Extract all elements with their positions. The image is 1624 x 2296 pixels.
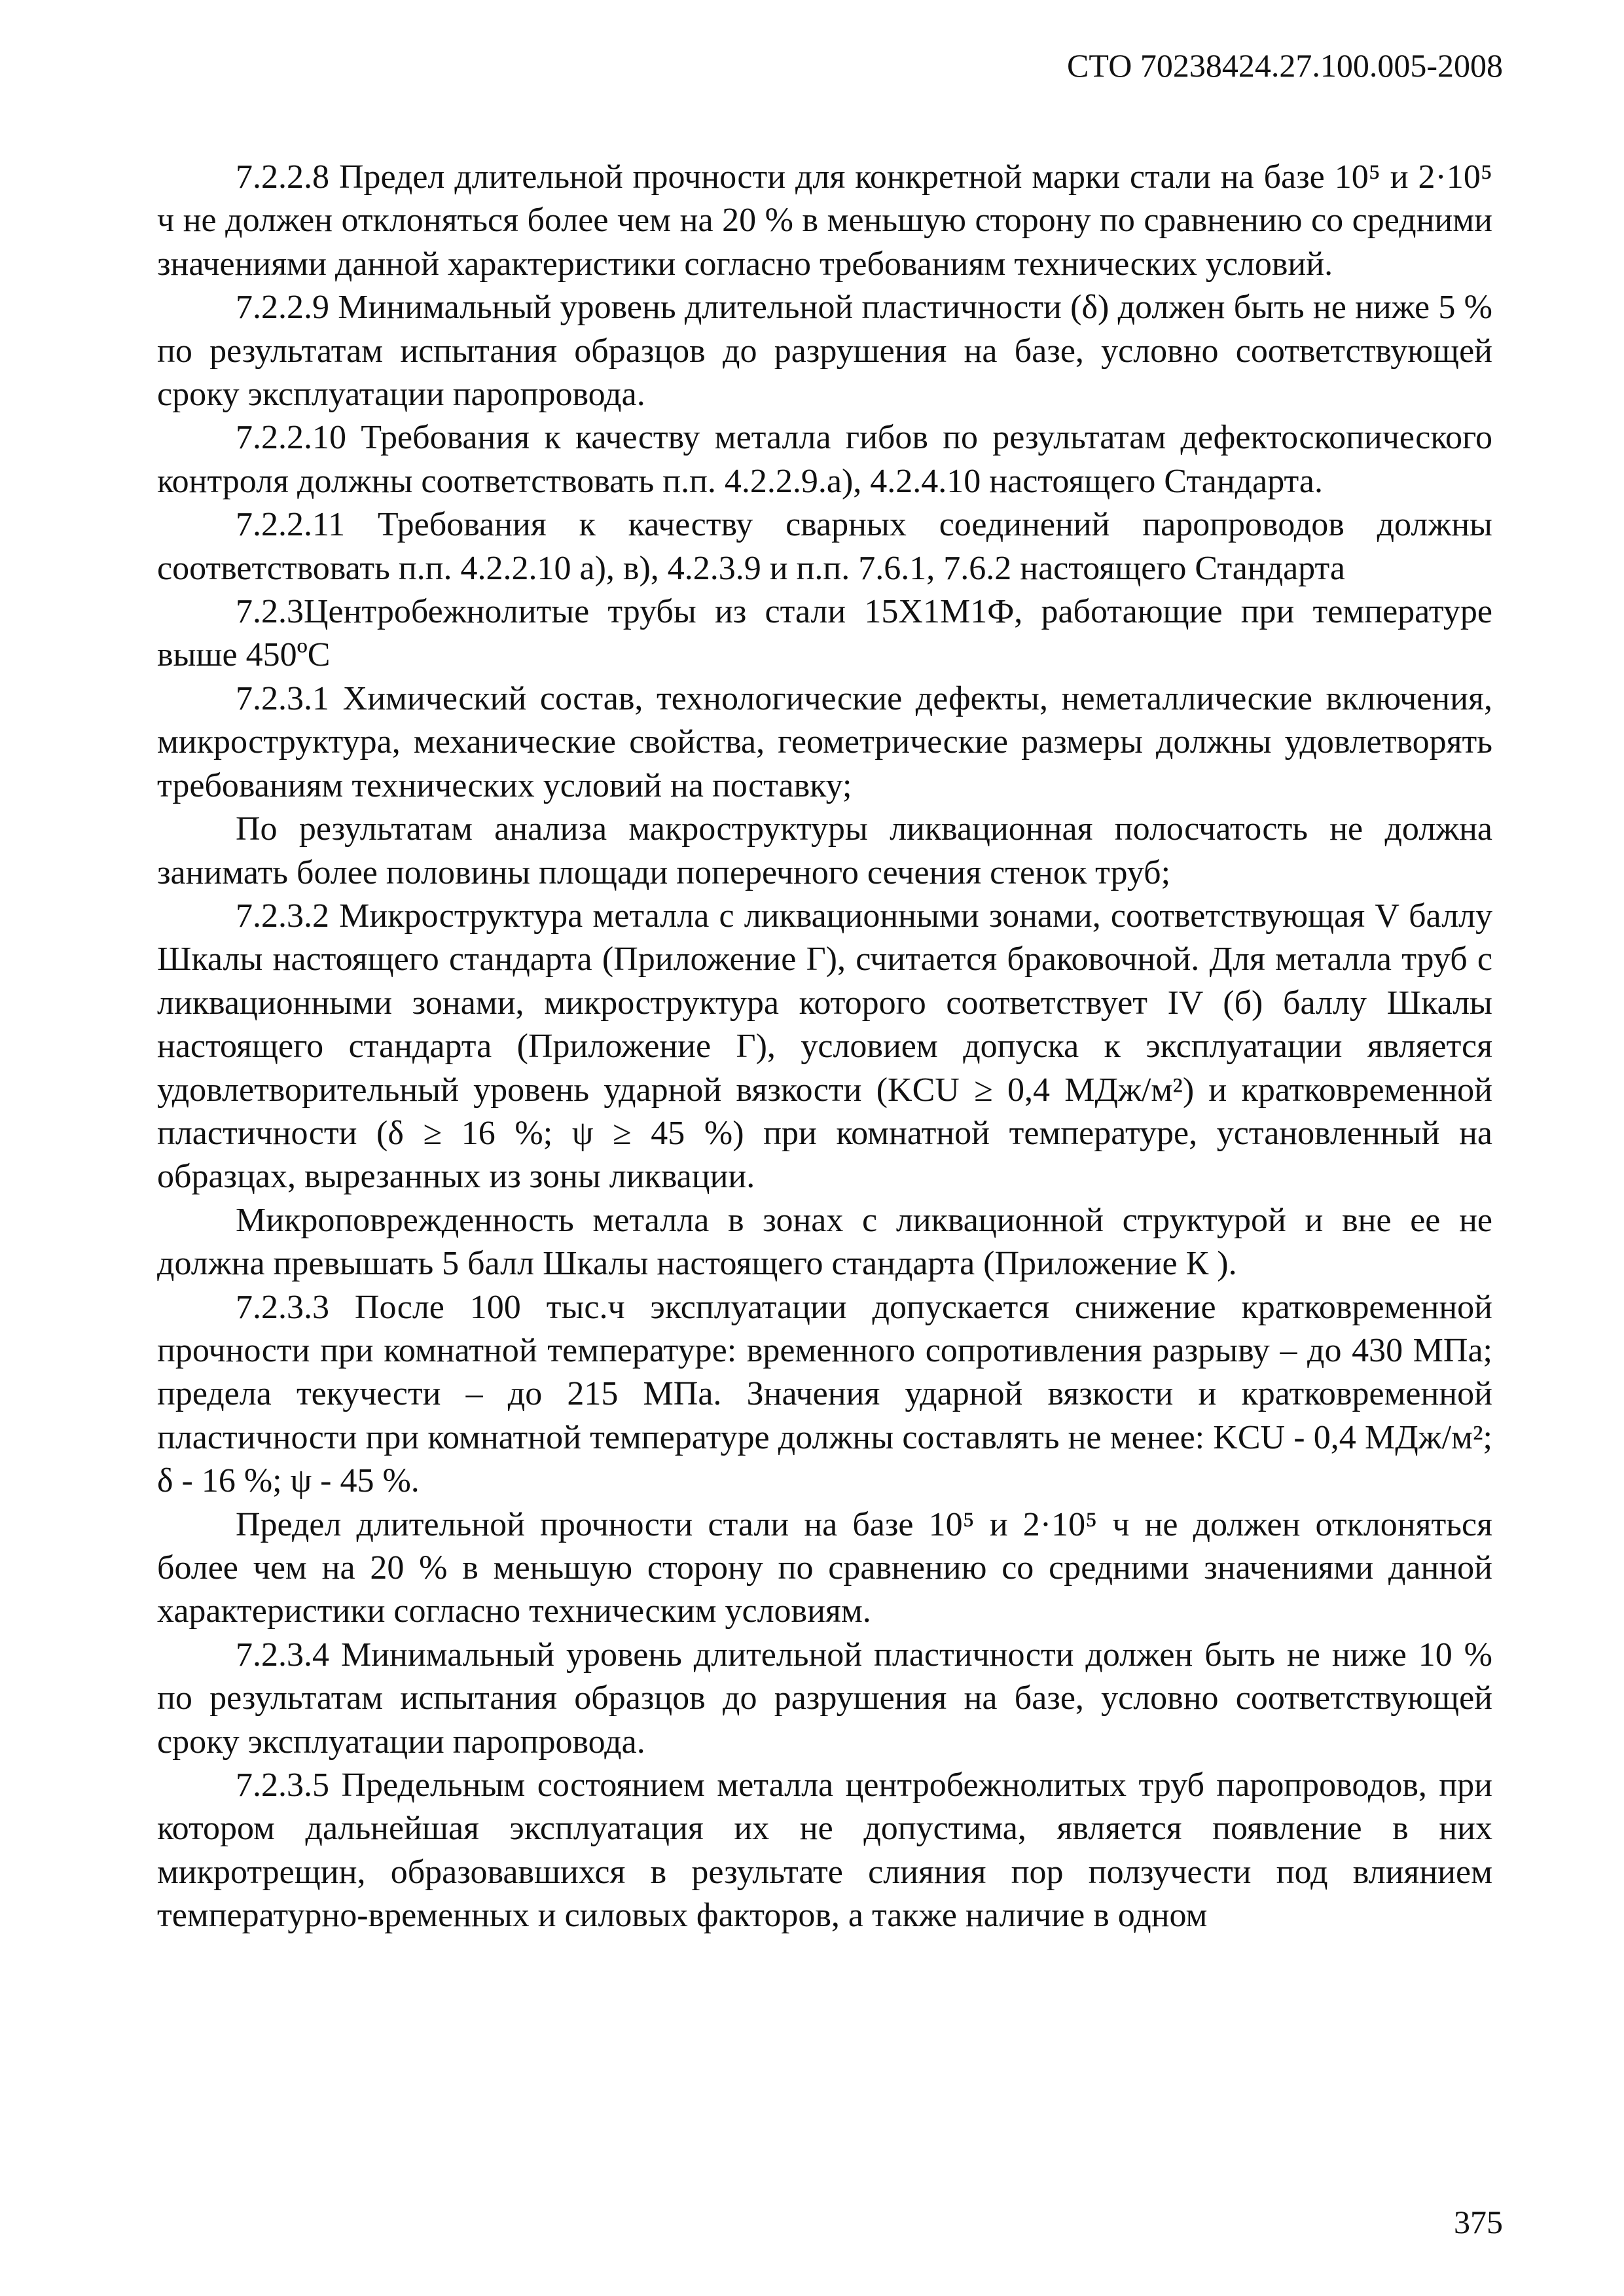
section-heading-7-2-3: 7.2.3Центробежнолитые трубы из стали 15Х1М1Ф, работающие при температуре выше 450ºС <box>157 593 1492 674</box>
paragraph-7-2-2-10: 7.2.2.10 Требования к качеству металла гибов по результатам дефектоскопического контроля должны соответствовать п.п. 4.2.2.9.а), 4.2.4.10 настоящего Стандарта. <box>157 419 1492 500</box>
paragraph-microdamage: Микроповрежденность металла в зонах с ликвационной структурой и вне ее не должна превышать 5 балл Шкалы настоящего стандарта (Приложение К ). <box>157 1201 1492 1283</box>
paragraph-7-2-3-2: 7.2.3.2 Микроструктура металла с ликвационными зонами, соответствующая V баллу Шкалы настоящего стандарта (Приложение Г), считается браковочной. Для металла труб с ликвационными зонами, микроструктура которого соответствует IV (б) баллу Шкалы настоящего стандарта (Приложение Г), условием допуска к эксплуатации является удовлетворительный уровень ударной вязкости (KCU ≥ 0,4 МДж/м²) и кратковременной пластичности (δ ≥ 16 %; ψ ≥ 45 %) при комнатной температуре, установленный на образцах, вырезанных из зоны ликвации. <box>157 897 1492 1196</box>
paragraph-macrostructure: По результатам анализа макроструктуры ликвационная полосчатость не должна занимать более половины площади поперечного сечения стенок труб; <box>157 810 1492 891</box>
paragraph-7-2-2-9: 7.2.2.9 Минимальный уровень длительной пластичности (δ) должен быть не ниже 5 % по результатам испытания образцов до разрушения на базе, условно соответствующей сроку эксплуатации паропровода. <box>157 289 1492 414</box>
paragraph-7-2-3-3: 7.2.3.3 После 100 тыс.ч эксплуатации допускается снижение кратковременной прочности при комнатной температуре: временного сопротивления разрыву – до 430 МПа; предела текучести – до 215 МПа. Значения ударной вязкости и кратковременной пластичности при комнатной температуре должны составлять не менее: KCU - 0,4 МДж/м²; δ - 16 %; ψ - 45 %. <box>157 1288 1492 1500</box>
paragraph-7-2-2-11: 7.2.2.11 Требования к качеству сварных соединений паропроводов должны соответствовать п.п. 4.2.2.10 а), в), 4.2.3.9 и п.п. 7.6.1, 7.6.2 настоящего Стандарта <box>157 506 1492 587</box>
page-number: 375 <box>1454 2204 1503 2240</box>
paragraph-long-term-strength: Предел длительной прочности стали на базе 10⁵ и 2·10⁵ ч не должен отклоняться более чем на 20 % в меньшую сторону по сравнению со средними значениями данной характеристики согласно техническим условиям. <box>157 1505 1492 1630</box>
body-text <box>157 156 1492 1938</box>
document-code-header: СТО 70238424.27.100.005-2008 <box>1067 47 1503 84</box>
paragraph-7-2-3-1: 7.2.3.1 Химический состав, технологические дефекты, неметаллические включения, микроструктура, механические свойства, геометрические размеры должны удовлетворять требованиям технических условий на поставку; <box>157 679 1492 804</box>
paragraph-7-2-3-4: 7.2.3.4 Минимальный уровень длительной пластичности должен быть не ниже 10 % по результатам испытания образцов до разрушения на базе, условно соответствующей сроку эксплуатации паропровода. <box>157 1636 1492 1761</box>
paragraph-7-2-3-5: 7.2.3.5 Предельным состоянием металла центробежнолитых труб паропроводов, при котором дальнейшая эксплуатация их не допустима, является появление в них микротрещин, образовавшихся в результате слияния пор ползучести под влиянием температурно-временных и силовых факторов, а также наличие в одном <box>157 1767 1492 1935</box>
paragraph-7-2-2-8: 7.2.2.8 Предел длительной прочности для конкретной марки стали на базе 10⁵ и 2·10⁵ ч не должен отклоняться более чем на 20 % в меньшую сторону по сравнению со средними значениями данной характеристики согласно требованиям технических условий. <box>157 158 1492 283</box>
